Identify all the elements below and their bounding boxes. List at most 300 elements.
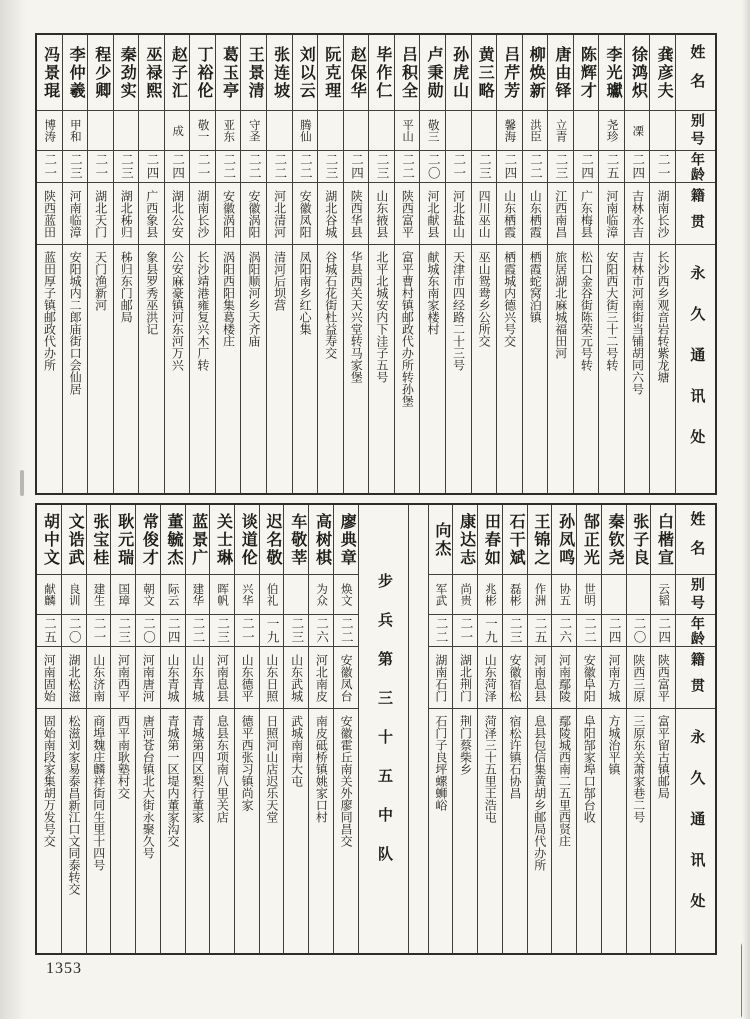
roster-address-cell xyxy=(528,709,552,953)
roster-native-place-cell xyxy=(260,647,284,709)
roster-native-place-cell xyxy=(625,183,650,245)
roster-name-cell xyxy=(627,505,651,575)
roster-column xyxy=(266,35,292,493)
header-age: 年龄 xyxy=(676,615,715,647)
roster-name: 关士琳 xyxy=(214,512,232,567)
roster-address: 安徽霍丘南关外廖同昌交 xyxy=(339,715,354,847)
roster-name-cell xyxy=(284,505,308,575)
roster-age-cell xyxy=(420,151,445,183)
roster-age-cell xyxy=(161,615,185,647)
roster-alias-cell xyxy=(241,111,266,151)
roster-native-place: 山东武城 xyxy=(289,653,304,702)
roster-column xyxy=(240,35,266,493)
roster-address: 鄢陵城西南二五里西贤庄 xyxy=(557,715,572,847)
roster-address-cell xyxy=(190,245,215,493)
roster-address: 旅居湖北麻城福田河 xyxy=(553,251,568,359)
roster-native-place: 山东德平 xyxy=(240,653,255,702)
roster-native-place: 山东济南 xyxy=(91,653,106,702)
roster-column xyxy=(234,505,259,953)
roster-column xyxy=(317,35,343,493)
roster-column xyxy=(601,505,626,953)
roster-name-cell xyxy=(344,35,369,111)
header-name: 姓名 xyxy=(676,505,715,575)
roster-age-cell xyxy=(523,151,548,183)
roster-age-cell xyxy=(241,151,266,183)
roster-name: 谈道伦 xyxy=(239,512,257,567)
roster-column xyxy=(573,35,599,493)
roster-address-cell xyxy=(63,245,88,493)
roster-name-cell xyxy=(625,35,650,111)
roster-name-cell xyxy=(139,35,164,111)
roster-age: 二一 xyxy=(42,153,57,180)
roster-name: 郜正光 xyxy=(581,512,599,567)
roster-age: 二一 xyxy=(93,153,108,180)
roster-age-cell xyxy=(62,615,86,647)
roster-name-cell xyxy=(548,35,573,111)
roster-age: 二五 xyxy=(42,617,57,644)
roster-native-place: 河北盐山 xyxy=(451,189,466,238)
roster-address-cell xyxy=(395,245,420,493)
roster-alias: 焕文 xyxy=(339,583,352,606)
roster-native-place-cell xyxy=(478,647,502,709)
roster-age-cell xyxy=(111,615,135,647)
roster-column xyxy=(215,35,241,493)
roster-native-place-cell xyxy=(139,183,164,245)
roster-age: 二五 xyxy=(605,153,620,180)
blank-cell xyxy=(409,505,428,953)
roster-native-place: 山东青城 xyxy=(165,653,180,702)
roster-age-cell xyxy=(136,615,160,647)
roster-alias: 协五 xyxy=(558,583,571,606)
roster-alias-cell xyxy=(267,111,292,151)
roster-age-cell xyxy=(63,151,88,183)
header-native: 籍贯 xyxy=(676,647,715,709)
roster-alias-cell xyxy=(602,575,626,615)
roster-age: 二三 xyxy=(477,153,492,180)
roster-alias-cell xyxy=(344,111,369,151)
roster-alias-cell xyxy=(37,111,62,151)
roster-alias-cell xyxy=(114,111,139,151)
header-column xyxy=(675,35,715,493)
roster-age: 二一 xyxy=(196,153,211,180)
header-name: 姓名 xyxy=(676,35,715,111)
roster-alias: 馨海 xyxy=(503,119,516,142)
roster-alias-cell xyxy=(293,111,318,151)
roster-address-cell xyxy=(165,245,190,493)
roster-name: 常俊才 xyxy=(140,512,158,567)
roster-age-cell xyxy=(472,151,497,183)
roster-name-cell xyxy=(577,505,601,575)
roster-name-cell xyxy=(63,35,88,111)
roster-age-cell xyxy=(318,151,343,183)
roster-age-cell xyxy=(503,615,527,647)
roster-age: 二一 xyxy=(451,153,466,180)
roster-name: 毕作仁 xyxy=(373,45,391,100)
roster-native-place: 山东青城 xyxy=(190,653,205,702)
roster-column xyxy=(471,35,497,493)
roster-address-cell xyxy=(114,245,139,493)
roster-alias: 洪臣 xyxy=(528,119,541,142)
roster-name: 田春如 xyxy=(482,512,500,567)
page-number: 1353 xyxy=(46,960,82,977)
roster-name-cell xyxy=(216,35,241,111)
roster-age-cell xyxy=(139,151,164,183)
roster-native-place-cell xyxy=(453,647,477,709)
roster-native-place-cell xyxy=(497,183,522,245)
roster-age: 二一 xyxy=(92,617,106,644)
roster-age-cell xyxy=(284,615,308,647)
roster-alias-cell xyxy=(318,111,343,151)
roster-alias-cell xyxy=(139,111,164,151)
roster-address: 德平西张习镇尚家 xyxy=(240,715,255,811)
roster-address-cell xyxy=(602,709,626,953)
roster-name-cell xyxy=(318,35,343,111)
roster-age: 二三 xyxy=(215,617,230,644)
roster-column xyxy=(62,35,88,493)
roster-native-place: 湖北谷城 xyxy=(323,189,338,238)
roster-address-cell xyxy=(453,709,477,953)
roster-native-place: 四川巫山 xyxy=(477,189,492,238)
roster-age-cell xyxy=(235,615,259,647)
roster-address-cell xyxy=(62,709,86,953)
roster-age-cell xyxy=(190,151,215,183)
roster-address: 方城治平镇 xyxy=(606,715,621,775)
roster-age: 二五 xyxy=(533,617,548,644)
roster-alias: 献麟 xyxy=(43,583,55,606)
roster-age-cell xyxy=(651,615,675,647)
roster-column xyxy=(419,35,445,493)
roster-name: 廖典章 xyxy=(338,512,356,567)
roster-native-place-cell xyxy=(651,647,675,709)
roster-age: 二三 xyxy=(68,153,83,180)
roster-name-cell xyxy=(210,505,234,575)
roster-column xyxy=(649,35,675,493)
roster-address-cell xyxy=(344,245,369,493)
roster-native-place-cell xyxy=(63,183,88,245)
roster-alias: 腾仙 xyxy=(298,119,311,142)
roster-age-cell xyxy=(260,615,284,647)
unit-divider-column xyxy=(358,505,408,953)
roster-alias-cell xyxy=(88,111,113,151)
roster-alias: 成 xyxy=(171,124,184,137)
roster-address-cell xyxy=(87,709,111,953)
roster-alias-cell xyxy=(497,111,522,151)
roster-age-cell xyxy=(552,615,576,647)
roster-age-cell xyxy=(625,151,650,183)
roster-address: 巫山鸳鸯乡公所交 xyxy=(477,251,492,347)
roster-age: 二六 xyxy=(557,617,572,644)
roster-name-cell xyxy=(309,505,333,575)
roster-alias-cell xyxy=(190,111,215,151)
roster-age: 二三 xyxy=(323,153,338,180)
roster-alias: 伯礼 xyxy=(265,583,278,606)
spacer-column xyxy=(408,505,428,953)
roster-age: 二〇 xyxy=(631,617,646,644)
roster-native-place-cell xyxy=(420,183,445,245)
roster-native-place-cell xyxy=(186,647,210,709)
roster-address: 宿松许镇石协昌 xyxy=(508,715,523,799)
roster-native-place-cell xyxy=(87,647,111,709)
roster-address-cell xyxy=(446,245,471,493)
roster-address: 秭归东门邮局 xyxy=(119,251,134,323)
roster-age-cell xyxy=(548,151,573,183)
roster-native-place: 河北南皮 xyxy=(314,653,329,702)
roster-native-place: 河南鄢陵 xyxy=(557,653,572,702)
roster-native-place-cell xyxy=(210,647,234,709)
roster-age: 二四 xyxy=(166,617,181,644)
roster-name-cell xyxy=(114,35,139,111)
roster-address: 三原东关萧家巷二号 xyxy=(631,715,646,823)
roster-alias: 军武 xyxy=(434,583,447,606)
roster-age: 二四 xyxy=(170,153,185,180)
roster-name: 程少卿 xyxy=(92,45,110,100)
roster-alias-cell xyxy=(523,111,548,151)
roster-name-cell xyxy=(37,505,61,575)
roster-age: 一九 xyxy=(265,617,280,644)
roster-native-place-cell xyxy=(503,647,527,709)
roster-address: 涡阳西阳集葛楼庄 xyxy=(221,251,236,347)
roster-age-cell xyxy=(650,151,675,183)
roster-address-cell xyxy=(241,245,266,493)
roster-alias: 建生 xyxy=(92,583,105,606)
roster-address-cell xyxy=(111,709,135,953)
roster-age: 二四 xyxy=(579,153,594,180)
roster-name-cell xyxy=(293,35,318,111)
roster-native-place: 安徽宿松 xyxy=(508,653,523,702)
roster-alias-cell xyxy=(63,111,88,151)
roster-alias-cell xyxy=(334,575,358,615)
roster-alias-cell xyxy=(111,575,135,615)
roster-age: 二三 xyxy=(554,153,569,180)
roster-alias-cell xyxy=(161,575,185,615)
roster-alias: 良训 xyxy=(67,583,80,606)
header-column xyxy=(675,505,715,953)
roster-age-cell xyxy=(344,151,369,183)
roster-alias: 作洲 xyxy=(533,583,546,606)
unit-divider-label: 步兵第三十五中队 xyxy=(376,573,393,885)
roster-name: 王锦之 xyxy=(531,512,549,567)
roster-alias-cell xyxy=(369,111,394,151)
roster-alias: 敬三 xyxy=(426,119,439,142)
roster-name-cell xyxy=(602,505,626,575)
header-address: 永久通讯处 xyxy=(688,729,705,934)
roster-native-place-cell xyxy=(446,183,471,245)
roster-native-place-cell xyxy=(318,183,343,245)
roster-age-cell xyxy=(186,615,210,647)
roster-address-cell xyxy=(136,709,160,953)
roster-column xyxy=(283,505,308,953)
roster-native-place: 湖南长沙 xyxy=(656,189,671,238)
roster-age: 二三 xyxy=(289,617,304,644)
roster-name-cell xyxy=(478,505,502,575)
roster-native-place-cell xyxy=(190,183,215,245)
roster-column xyxy=(135,505,160,953)
roster-address: 华县西关天兴堂转马家堡 xyxy=(349,251,364,383)
roster-column xyxy=(189,35,215,493)
roster-native-place: 河南临漳 xyxy=(68,189,83,238)
roster-native-place-cell xyxy=(161,647,185,709)
roster-name: 黄三略 xyxy=(476,45,494,100)
roster-name-cell xyxy=(497,35,522,111)
roster-name: 张连坡 xyxy=(271,45,289,100)
roster-column xyxy=(37,35,62,493)
roster-address: 公安麻豪镇河东河万兴 xyxy=(170,251,185,371)
roster-alias: 博涛 xyxy=(43,119,56,142)
roster-name-cell xyxy=(267,35,292,111)
roster-address-cell xyxy=(37,245,62,493)
roster-name-cell xyxy=(429,505,453,575)
roster-name: 阮克理 xyxy=(322,45,340,100)
roster-age-cell xyxy=(602,615,626,647)
roster-address: 石门子良坪螺蛳峪 xyxy=(433,715,448,811)
roster-address-cell xyxy=(472,245,497,493)
roster-age-cell xyxy=(216,151,241,183)
roster-name-cell xyxy=(136,505,160,575)
roster-address-cell xyxy=(577,709,601,953)
roster-age: 二一 xyxy=(656,153,671,180)
roster-alias: 亚东 xyxy=(222,119,235,142)
roster-address: 松口金谷街陈荣元号转 xyxy=(579,251,594,371)
roster-name: 高树棋 xyxy=(313,512,331,567)
roster-native-place-cell xyxy=(235,647,259,709)
roster-alias: 磊彬 xyxy=(508,583,521,606)
roster-alias-cell xyxy=(309,575,333,615)
roster-name: 孙凤鸣 xyxy=(556,512,574,567)
roster-age-cell xyxy=(87,615,111,647)
roster-address: 武城南南大屯 xyxy=(289,715,304,787)
roster-native-place: 山东栖霞 xyxy=(502,189,517,238)
roster-address: 安阳西大街三十二号转 xyxy=(604,251,619,371)
roster-name: 张子良 xyxy=(630,512,648,567)
roster-name: 蓝景广 xyxy=(189,512,207,567)
roster-native-place-cell xyxy=(165,183,190,245)
roster-address-cell xyxy=(139,245,164,493)
roster-age-cell xyxy=(497,151,522,183)
roster-alias-cell xyxy=(574,111,599,151)
roster-age: 二四 xyxy=(630,153,645,180)
roster-address: 日照河山店迟乐天堂 xyxy=(264,715,279,823)
roster-name: 李光瓛 xyxy=(603,45,621,100)
roster-name-cell xyxy=(190,35,215,111)
roster-address: 吉林市河南街当铺胡同六号 xyxy=(630,251,645,395)
roster-address: 天津市四经路二十三号 xyxy=(451,251,466,371)
roster-age: 二一 xyxy=(458,617,473,644)
roster-address-cell xyxy=(293,245,318,493)
roster-name: 吕芹芳 xyxy=(501,45,519,100)
roster-age: 二四 xyxy=(656,617,671,644)
roster-native-place-cell xyxy=(267,183,292,245)
roster-name-cell xyxy=(369,35,394,111)
roster-alias-cell xyxy=(650,111,675,151)
roster-age-cell xyxy=(37,151,62,183)
roster-native-place-cell xyxy=(627,647,651,709)
roster-native-place: 广东梅县 xyxy=(579,189,594,238)
roster-address-cell xyxy=(429,709,453,953)
roster-native-place-cell xyxy=(552,647,576,709)
roster-native-place-cell xyxy=(528,647,552,709)
roster-age-cell xyxy=(267,151,292,183)
roster-age-cell xyxy=(210,615,234,647)
roster-native-place: 安徽凤台 xyxy=(339,653,354,702)
roster-address: 蓝田厚子镇邮政代办所 xyxy=(42,251,57,371)
roster-name: 向杰 xyxy=(432,521,450,558)
roster-age: 二〇 xyxy=(426,153,441,180)
header-alias: 别号 xyxy=(676,575,715,615)
roster-native-place-cell xyxy=(216,183,241,245)
roster-column xyxy=(209,505,234,953)
roster-column xyxy=(185,505,210,953)
roster-native-place-cell xyxy=(369,183,394,245)
roster-address: 富平留古镇邮局 xyxy=(656,715,671,799)
roster-address-cell xyxy=(334,709,358,953)
roster-native-place: 河南唐河 xyxy=(141,653,156,702)
roster-alias: 尚贵 xyxy=(459,583,472,606)
roster-native-place-cell xyxy=(472,183,497,245)
roster-address-cell xyxy=(420,245,445,493)
roster-name: 冯景琨 xyxy=(41,45,59,100)
roster-name: 唐由铎 xyxy=(552,45,570,100)
roster-alias-cell xyxy=(599,111,624,151)
roster-address-cell xyxy=(574,245,599,493)
roster-age: 二四 xyxy=(607,617,622,644)
roster-alias-cell xyxy=(627,575,651,615)
roster-age-cell xyxy=(309,615,333,647)
roster-native-place-cell xyxy=(136,647,160,709)
header-alias: 别号 xyxy=(676,111,715,151)
roster-native-place-cell xyxy=(395,183,420,245)
roster-column xyxy=(292,35,318,493)
roster-address-cell xyxy=(37,709,61,953)
roster-address-cell xyxy=(267,245,292,493)
roster-age: 二二 xyxy=(400,153,415,180)
roster-native-place: 江西南昌 xyxy=(553,189,568,238)
roster-address: 栖霞蛇窝泊镇 xyxy=(528,251,543,323)
roster-native-place: 山东掖县 xyxy=(374,189,389,238)
roster-age: 二二 xyxy=(528,153,543,180)
roster-address-cell xyxy=(478,709,502,953)
roster-alias-cell xyxy=(284,575,308,615)
roster-name: 车敬莘 xyxy=(288,512,306,567)
roster-native-place: 山东日照 xyxy=(264,653,279,702)
roster-native-place: 安徽涡阳 xyxy=(221,189,236,238)
roster-name: 耿元瑞 xyxy=(115,512,133,567)
roster-column xyxy=(428,505,453,953)
roster-alias: 世明 xyxy=(582,583,595,606)
roster-age-cell xyxy=(88,151,113,183)
roster-name: 康达志 xyxy=(457,512,475,567)
roster-native-place-cell xyxy=(241,183,266,245)
roster-native-place: 山东栖霞 xyxy=(528,189,543,238)
roster-age-cell xyxy=(165,151,190,183)
roster-address: 息县东项南八里关店 xyxy=(215,715,230,823)
roster-address: 长沙西乡观音岩转紫龙塘 xyxy=(656,251,671,383)
roster-age: 二二 xyxy=(434,617,449,644)
roster-alias: 尧珍 xyxy=(605,119,618,142)
roster-native-place: 安徽阜阳 xyxy=(582,653,597,702)
roster-alias: 晖帆 xyxy=(216,583,229,606)
roster-name: 王景清 xyxy=(246,45,264,100)
roster-native-place: 湖北公安 xyxy=(170,189,185,238)
roster-alias-cell xyxy=(577,575,601,615)
roster-address: 象县罗秀巫洪记 xyxy=(144,251,159,335)
roster-column xyxy=(61,505,86,953)
roster-name-cell xyxy=(472,35,497,111)
roster-name: 葛玉亭 xyxy=(220,45,238,100)
roster-address: 松滋刘家易泰昌新江口文同泰转交 xyxy=(67,715,81,895)
roster-address-cell xyxy=(284,709,308,953)
roster-native-place-cell xyxy=(344,183,369,245)
roster-native-place: 河南临漳 xyxy=(604,189,619,238)
